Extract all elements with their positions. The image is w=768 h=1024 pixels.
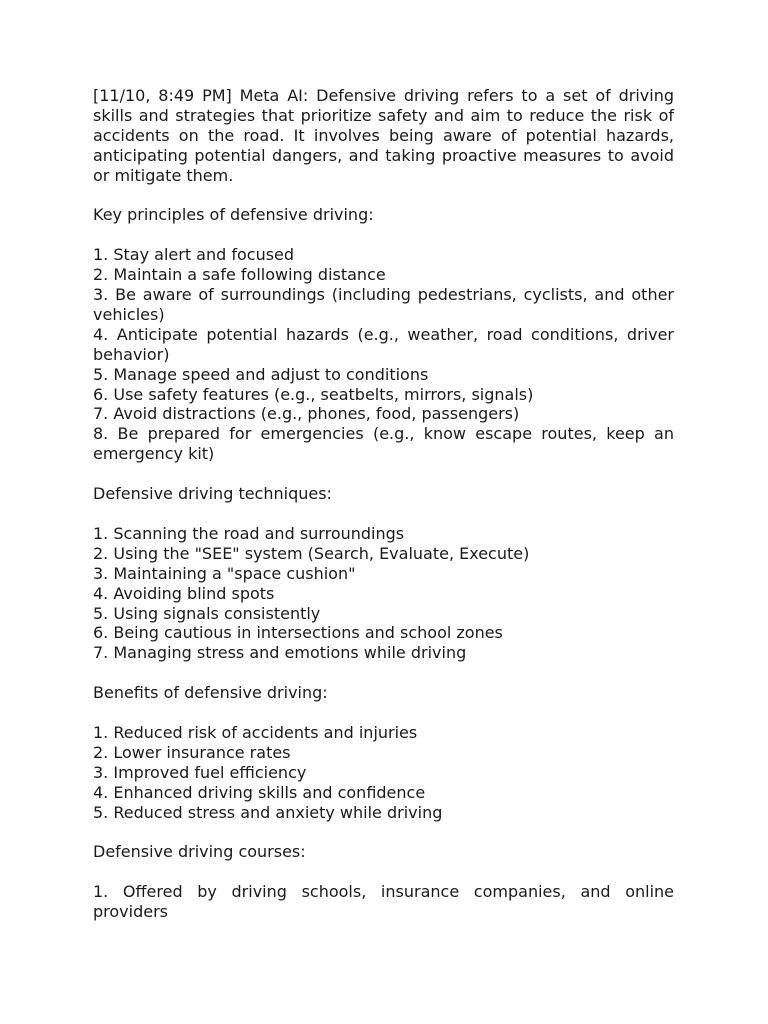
list-item: 2. Maintain a safe following distance	[93, 265, 386, 285]
courses-list	[93, 882, 674, 922]
list-item: 5. Using signals consistently	[93, 603, 321, 623]
spacer	[93, 822, 674, 842]
principles-heading: Key principles of defensive driving:	[93, 205, 374, 225]
list-item: 1. Scanning the road and surroundings	[93, 523, 405, 543]
list-item: 2. Using the "SEE" system (Search, Evaluate, Execute)	[93, 543, 530, 563]
spacer	[93, 225, 674, 245]
document-page	[93, 86, 674, 922]
spacer	[93, 663, 674, 683]
list-item: 6. Use safety features (e.g., seatbelts, mirrors, signals)	[93, 384, 534, 404]
principles-list	[93, 245, 674, 464]
techniques-heading: Defensive driving techniques:	[93, 484, 332, 504]
list-item: 4. Anticipate potential hazards (e.g., weather, road conditions, driver behavior)	[93, 324, 674, 364]
list-item: 7. Avoid distractions (e.g., phones, food, passengers)	[93, 404, 520, 424]
techniques-list	[93, 524, 674, 663]
spacer	[93, 862, 674, 882]
spacer	[93, 504, 674, 524]
spacer	[93, 186, 674, 206]
list-item: 2. Lower insurance rates	[93, 742, 291, 762]
list-item: 3. Be aware of surroundings (including pedestrians, cyclists, and other vehicles)	[93, 285, 674, 324]
courses-heading: Defensive driving courses:	[93, 842, 306, 862]
spacer	[93, 703, 674, 723]
list-item: 8. Be prepared for emergencies (e.g., know escape routes, keep an emergency kit)	[93, 424, 674, 464]
list-item: 5. Reduced stress and anxiety while driving	[93, 802, 443, 822]
spacer	[93, 464, 674, 484]
list-item: 4. Avoiding blind spots	[93, 583, 275, 603]
benefits-list	[93, 723, 674, 823]
list-item: 6. Being cautious in intersections and school zones	[93, 623, 503, 643]
list-item: 3. Improved fuel efficiency	[93, 762, 307, 782]
list-item: 5. Manage speed and adjust to conditions	[93, 364, 429, 384]
list-item: 3. Maintaining a "space cushion"	[93, 563, 356, 583]
list-item: 7. Managing stress and emotions while driving	[93, 643, 467, 663]
intro-paragraph: [11/10, 8:49 PM] Meta AI: Defensive driving refers to a set of driving skills and strategies that prioritize safety and aim to reduce the risk of accidents on the road. It involves being aware of potential hazards, anticipating potential dangers, and taking proactive measures to avoid or mitigate them.	[93, 86, 674, 185]
list-item: 1. Offered by driving schools, insurance companies, and online providers	[93, 882, 674, 922]
list-item: 1. Reduced risk of accidents and injuries	[93, 722, 418, 742]
list-item: 4. Enhanced driving skills and confidence	[93, 782, 426, 802]
list-item: 1. Stay alert and focused	[93, 245, 295, 265]
benefits-heading: Benefits of defensive driving:	[93, 683, 328, 703]
